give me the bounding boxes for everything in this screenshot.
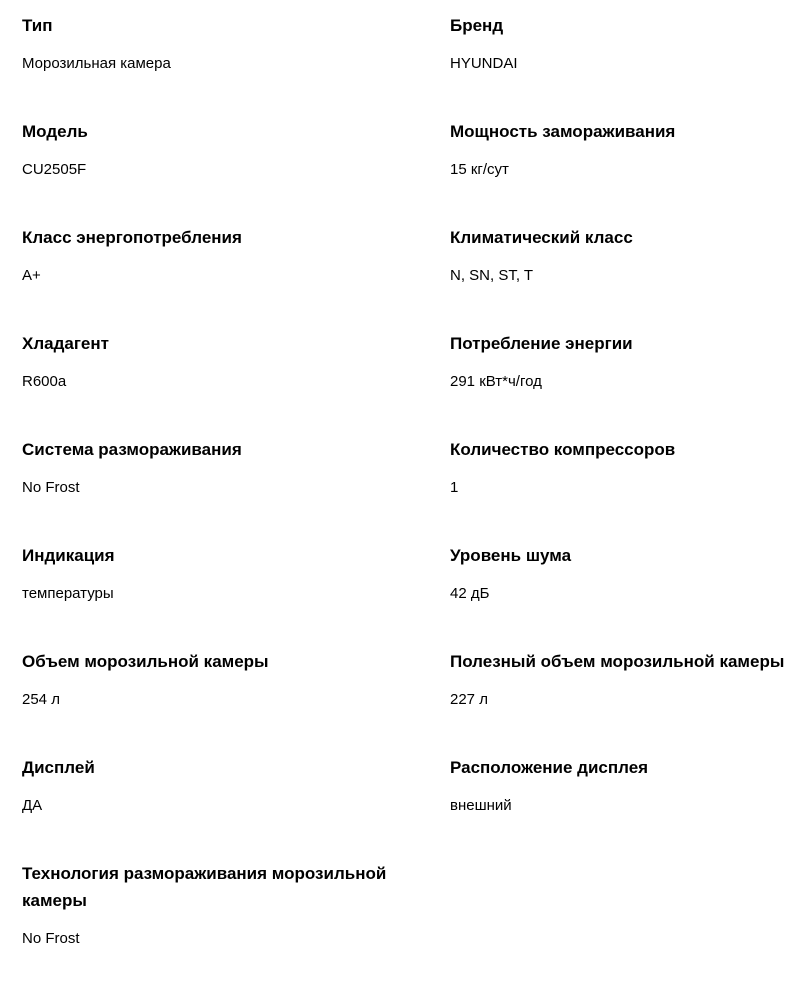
spec-freezing-power: [450, 118, 802, 224]
spec-indication: [22, 542, 450, 648]
spec-name: Мощность замораживания: [450, 122, 676, 141]
spec-value: 15 кг/сут: [450, 161, 509, 178]
spec-energy-consumption: [450, 330, 802, 436]
spec-name: Класс энергопотребления: [22, 228, 242, 247]
spec-value: N, SN, ST, T: [450, 267, 534, 284]
spec-value: 254 л: [22, 691, 60, 708]
spec-energy-class: [22, 224, 450, 330]
spec-name: Расположение дисплея: [450, 758, 649, 777]
spec-usable-freezer-volume: [450, 648, 802, 754]
spec-name: Дисплей: [22, 758, 95, 777]
spec-type: [22, 12, 450, 118]
spec-model: [22, 118, 450, 224]
spec-name: Система размораживания: [22, 440, 242, 459]
spec-name: Уровень шума: [450, 546, 572, 565]
spec-name: Технология размораживания морозильной камеры: [22, 864, 387, 910]
spec-value: No Frost: [22, 930, 80, 947]
spec-value: No Frost: [22, 479, 80, 496]
spec-name: Объем морозильной камеры: [22, 652, 269, 671]
spec-brand: [450, 12, 802, 118]
spec-compressor-count: [450, 436, 802, 542]
spec-display: [22, 754, 450, 860]
spec-value: 227 л: [450, 691, 488, 708]
spec-value: внешний: [450, 797, 512, 814]
spec-value: Морозильная камера: [22, 55, 171, 72]
spec-value: HYUNDAI: [450, 55, 518, 72]
spec-value: 1: [450, 479, 459, 496]
spec-value: A+: [22, 267, 41, 284]
spec-climate-class: [450, 224, 802, 330]
spec-name: Полезный объем морозильной камеры: [450, 652, 785, 671]
spec-value: 291 кВт*ч/год: [450, 373, 542, 390]
spec-name: Климатический класс: [450, 228, 633, 247]
spec-refrigerant: [22, 330, 450, 436]
spec-display-location: [450, 754, 802, 860]
spec-value: ДА: [22, 797, 43, 814]
spec-name: Индикация: [22, 546, 115, 565]
spec-value: CU2505F: [22, 161, 87, 178]
spec-name: Тип: [22, 16, 53, 35]
spec-value: 42 дБ: [450, 585, 490, 602]
spec-name: Бренд: [450, 16, 504, 35]
spec-defrost-system: [22, 436, 450, 542]
spec-name: Количество компрессоров: [450, 440, 676, 459]
spec-freezer-defrost-technology: [22, 860, 450, 966]
spec-noise-level: [450, 542, 802, 648]
spec-value: R600a: [22, 373, 67, 390]
spec-name: Хладагент: [22, 334, 109, 353]
spec-freezer-volume: [22, 648, 450, 754]
spec-name: Потребление энергии: [450, 334, 633, 353]
spec-value: температуры: [22, 585, 114, 602]
spec-name: Модель: [22, 122, 88, 141]
spec-list: [22, 12, 802, 966]
